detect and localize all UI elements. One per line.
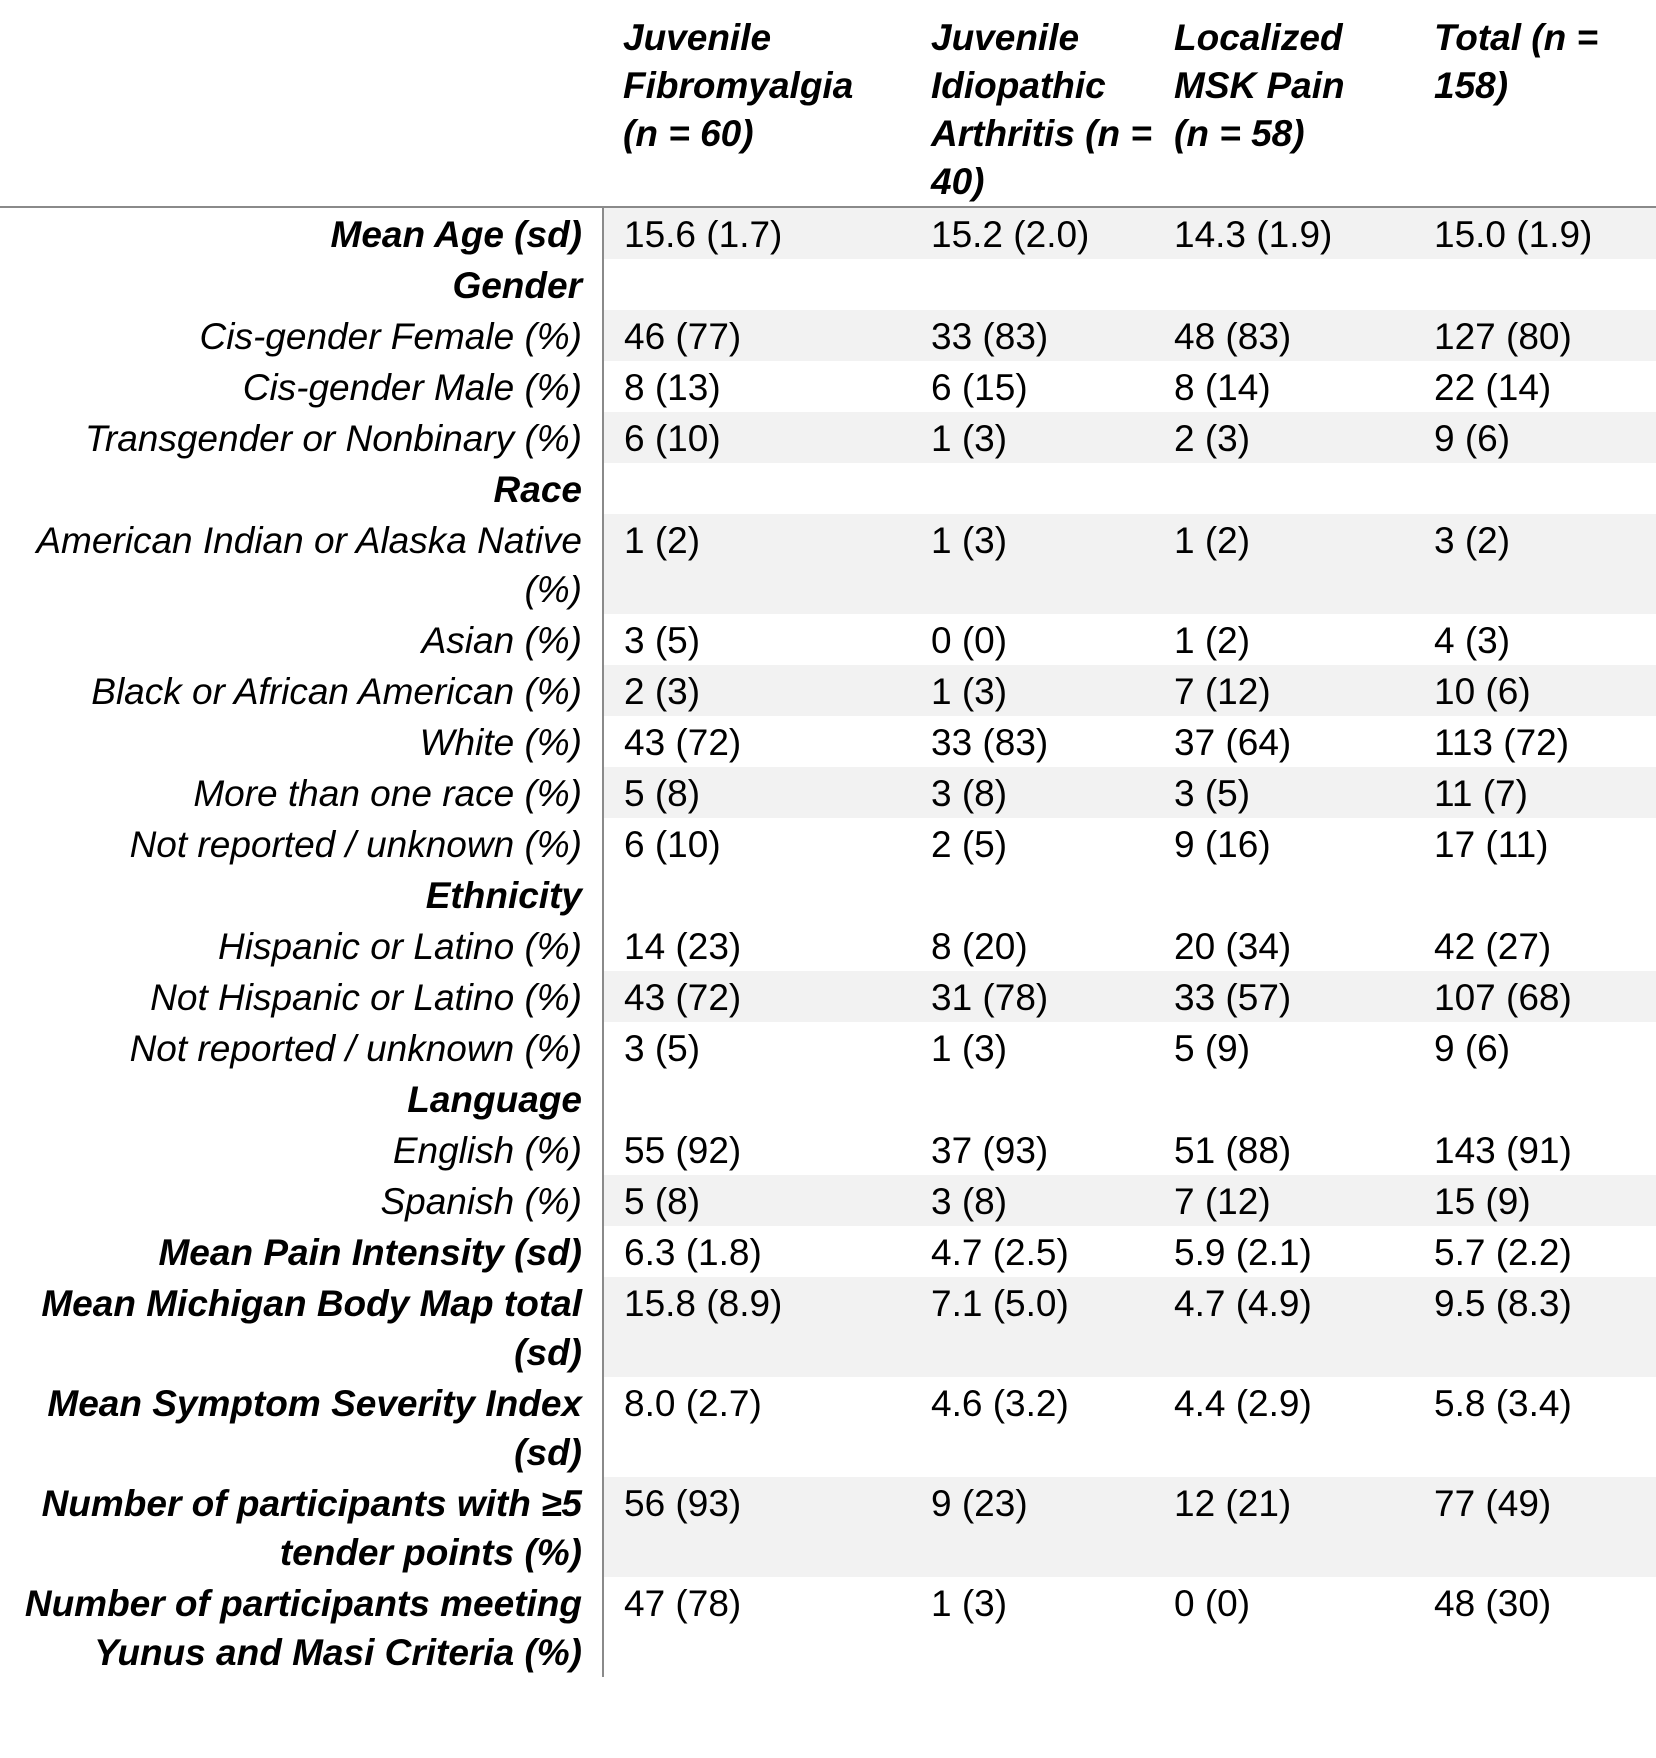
row-label: Cis-gender Male (%) [0,361,603,412]
cell-localized-msk-pain: 7 (12) [1154,665,1414,716]
cell-total: 5.8 (3.4) [1434,1383,1572,1424]
table-row [0,971,1656,1022]
cell-localized-msk-pain [1154,869,1414,920]
cell-total: 113 (72) [1434,722,1570,763]
table-row [0,310,1656,361]
cell-total: 77 (49) [1414,1477,1656,1577]
cell-total: 3 (2) [1414,514,1656,614]
cell-localized-msk-pain: 3 (5) [1154,767,1414,818]
cell-juvenile-fibromyalgia: 15.8 (8.9) [603,1277,911,1377]
cell-juvenile-idiopathic-arthritis [911,259,1154,310]
cell-total [1414,463,1656,514]
table-row [0,716,1656,767]
row-label: More than one race (%) [0,767,603,818]
cell-localized-msk-pain: 8 (14) [1174,367,1271,408]
cell-juvenile-fibromyalgia: 43 (72) [603,971,911,1022]
cell-total: 9 (6) [1434,1028,1511,1069]
row-label: Mean Age (sd) [0,207,603,259]
cell-total: 48 (30) [1434,1583,1552,1624]
cell-juvenile-fibromyalgia: 1 (2) [603,514,911,614]
table-row [0,665,1656,716]
cell-juvenile-idiopathic-arthritis: 0 (0) [931,620,1008,661]
cell-localized-msk-pain: 1 (2) [1174,620,1251,661]
cell-juvenile-fibromyalgia: 55 (92) [624,1130,742,1171]
row-label: Cis-gender Female (%) [0,310,603,361]
table-row [0,1124,1656,1175]
table-row [0,514,1656,614]
cell-juvenile-fibromyalgia: 14 (23) [624,926,742,967]
row-label: Asian (%) [0,614,603,665]
cell-total: 9.5 (8.3) [1414,1277,1656,1377]
cell-total: 10 (6) [1414,665,1656,716]
row-label: Spanish (%) [0,1175,603,1226]
table-row [0,1477,1656,1577]
cell-juvenile-fibromyalgia: 56 (93) [603,1477,911,1577]
cell-localized-msk-pain: 14.3 (1.9) [1154,207,1414,259]
cell-localized-msk-pain: 0 (0) [1174,1583,1251,1624]
table-row [0,869,1656,920]
cell-localized-msk-pain: 20 (34) [1174,926,1292,967]
cell-juvenile-fibromyalgia: 3 (5) [624,1028,701,1069]
table-row [0,463,1656,514]
cell-localized-msk-pain: 12 (21) [1154,1477,1414,1577]
header-juvenile-fibromyalgia: Juvenile Fibromyalgia (n = 60) [603,0,911,207]
table-row [0,614,1656,665]
cell-juvenile-fibromyalgia: 2 (3) [603,665,911,716]
cell-localized-msk-pain: 5.9 (2.1) [1174,1232,1312,1273]
table-row [0,361,1656,412]
cell-total: 11 (7) [1414,767,1656,818]
cell-juvenile-fibromyalgia: 47 (78) [624,1583,742,1624]
table-row [0,1226,1656,1277]
row-label: English (%) [0,1124,603,1175]
cell-juvenile-idiopathic-arthritis [911,1073,1154,1124]
cell-localized-msk-pain: 9 (16) [1174,824,1271,865]
header-localized-msk-pain: Localized MSK Pain (n = 58) [1154,0,1414,207]
cell-juvenile-fibromyalgia: 43 (72) [624,722,742,763]
row-label: Gender [0,259,603,310]
cell-localized-msk-pain: 33 (57) [1154,971,1414,1022]
header-total: Total (n = 158) [1414,0,1656,207]
cell-juvenile-idiopathic-arthritis: 1 (3) [911,665,1154,716]
cell-juvenile-idiopathic-arthritis: 1 (3) [931,1583,1008,1624]
table-row [0,818,1656,869]
cell-total: 17 (11) [1434,824,1549,865]
cell-localized-msk-pain: 4.4 (2.9) [1174,1383,1312,1424]
cell-juvenile-fibromyalgia: 8 (13) [624,367,721,408]
row-label: Hispanic or Latino (%) [0,920,603,971]
table-body [0,207,1656,1677]
cell-juvenile-idiopathic-arthritis: 37 (93) [931,1130,1049,1171]
table-row [0,259,1656,310]
cell-juvenile-fibromyalgia: 15.6 (1.7) [603,207,911,259]
cell-juvenile-idiopathic-arthritis: 4.7 (2.5) [931,1232,1069,1273]
cell-localized-msk-pain: 5 (9) [1174,1028,1251,1069]
table-row [0,1073,1656,1124]
cell-total: 143 (91) [1434,1130,1572,1171]
cell-localized-msk-pain: 7 (12) [1154,1175,1414,1226]
table-row [0,1022,1656,1073]
cell-total: 42 (27) [1434,926,1552,967]
cell-total: 107 (68) [1414,971,1656,1022]
cell-juvenile-idiopathic-arthritis: 6 (15) [931,367,1028,408]
cell-juvenile-fibromyalgia: 8.0 (2.7) [624,1383,762,1424]
cell-total: 4 (3) [1434,620,1511,661]
cell-juvenile-idiopathic-arthritis: 15.2 (2.0) [911,207,1154,259]
table-row [0,1577,1656,1677]
cell-juvenile-idiopathic-arthritis: 1 (3) [911,412,1154,463]
cell-localized-msk-pain: 51 (88) [1174,1130,1292,1171]
cell-juvenile-fibromyalgia [603,869,911,920]
table-row [0,1377,1656,1477]
row-label: Not reported / unknown (%) [0,1022,603,1073]
cell-juvenile-fibromyalgia: 3 (5) [624,620,701,661]
cell-localized-msk-pain [1154,463,1414,514]
cell-juvenile-fibromyalgia [603,259,911,310]
cell-localized-msk-pain [1154,1073,1414,1124]
header-juvenile-idiopathic-arthritis: Juvenile Idiopathic Arthritis (n = 40) [911,0,1154,207]
table-row [0,1277,1656,1377]
table-row [0,1175,1656,1226]
row-label: White (%) [0,716,603,767]
table-row [0,207,1656,259]
cell-juvenile-idiopathic-arthritis: 9 (23) [911,1477,1154,1577]
cell-juvenile-idiopathic-arthritis: 8 (20) [931,926,1028,967]
row-label: Mean Pain Intensity (sd) [0,1226,603,1277]
row-label: Not reported / unknown (%) [0,818,603,869]
cell-juvenile-fibromyalgia [603,463,911,514]
cell-juvenile-fibromyalgia: 46 (77) [603,310,911,361]
row-label: Mean Michigan Body Map total (sd) [0,1277,603,1377]
cell-total: 127 (80) [1414,310,1656,361]
cell-juvenile-fibromyalgia: 6 (10) [603,412,911,463]
row-label: American Indian or Alaska Native (%) [0,514,603,614]
cell-total: 9 (6) [1414,412,1656,463]
cell-localized-msk-pain: 48 (83) [1154,310,1414,361]
cell-total: 22 (14) [1434,367,1552,408]
cell-juvenile-fibromyalgia: 6.3 (1.8) [624,1232,762,1273]
cell-localized-msk-pain: 2 (3) [1154,412,1414,463]
cell-juvenile-idiopathic-arthritis: 4.6 (3.2) [931,1383,1069,1424]
cell-juvenile-idiopathic-arthritis [911,869,1154,920]
row-label: Race [0,463,603,514]
cell-total [1414,869,1656,920]
table-row [0,767,1656,818]
header-row [0,0,1656,207]
cell-localized-msk-pain: 1 (2) [1154,514,1414,614]
cell-total: 15 (9) [1414,1175,1656,1226]
cell-juvenile-idiopathic-arthritis: 3 (8) [911,767,1154,818]
cell-juvenile-idiopathic-arthritis: 7.1 (5.0) [911,1277,1154,1377]
cell-total: 5.7 (2.2) [1434,1232,1572,1273]
cell-localized-msk-pain: 4.7 (4.9) [1154,1277,1414,1377]
cell-juvenile-idiopathic-arthritis [911,463,1154,514]
cell-juvenile-fibromyalgia: 6 (10) [624,824,721,865]
cell-juvenile-fibromyalgia: 5 (8) [603,1175,911,1226]
header-label-column [0,0,603,207]
row-label: Number of participants meeting Yunus and Masi Criteria (%) [0,1577,603,1677]
row-label: Transgender or Nonbinary (%) [0,412,603,463]
cell-localized-msk-pain: 37 (64) [1174,722,1292,763]
table-row [0,412,1656,463]
cell-juvenile-fibromyalgia: 5 (8) [603,767,911,818]
cell-juvenile-idiopathic-arthritis: 1 (3) [911,514,1154,614]
row-label: Number of participants with ≥5 tender points (%) [0,1477,603,1577]
cell-juvenile-fibromyalgia [603,1073,911,1124]
cell-juvenile-idiopathic-arthritis: 1 (3) [931,1028,1008,1069]
cell-juvenile-idiopathic-arthritis: 33 (83) [911,310,1154,361]
row-label: Language [0,1073,603,1124]
row-label: Black or African American (%) [0,665,603,716]
cell-total [1414,259,1656,310]
row-label: Mean Symptom Severity Index (sd) [0,1377,603,1477]
row-label: Ethnicity [0,869,603,920]
row-label: Not Hispanic or Latino (%) [0,971,603,1022]
cell-juvenile-idiopathic-arthritis: 3 (8) [911,1175,1154,1226]
table-row [0,920,1656,971]
cell-localized-msk-pain [1154,259,1414,310]
cell-juvenile-idiopathic-arthritis: 33 (83) [931,722,1049,763]
cell-total: 15.0 (1.9) [1414,207,1656,259]
cell-total [1414,1073,1656,1124]
cell-juvenile-idiopathic-arthritis: 2 (5) [931,824,1008,865]
cell-juvenile-idiopathic-arthritis: 31 (78) [911,971,1154,1022]
